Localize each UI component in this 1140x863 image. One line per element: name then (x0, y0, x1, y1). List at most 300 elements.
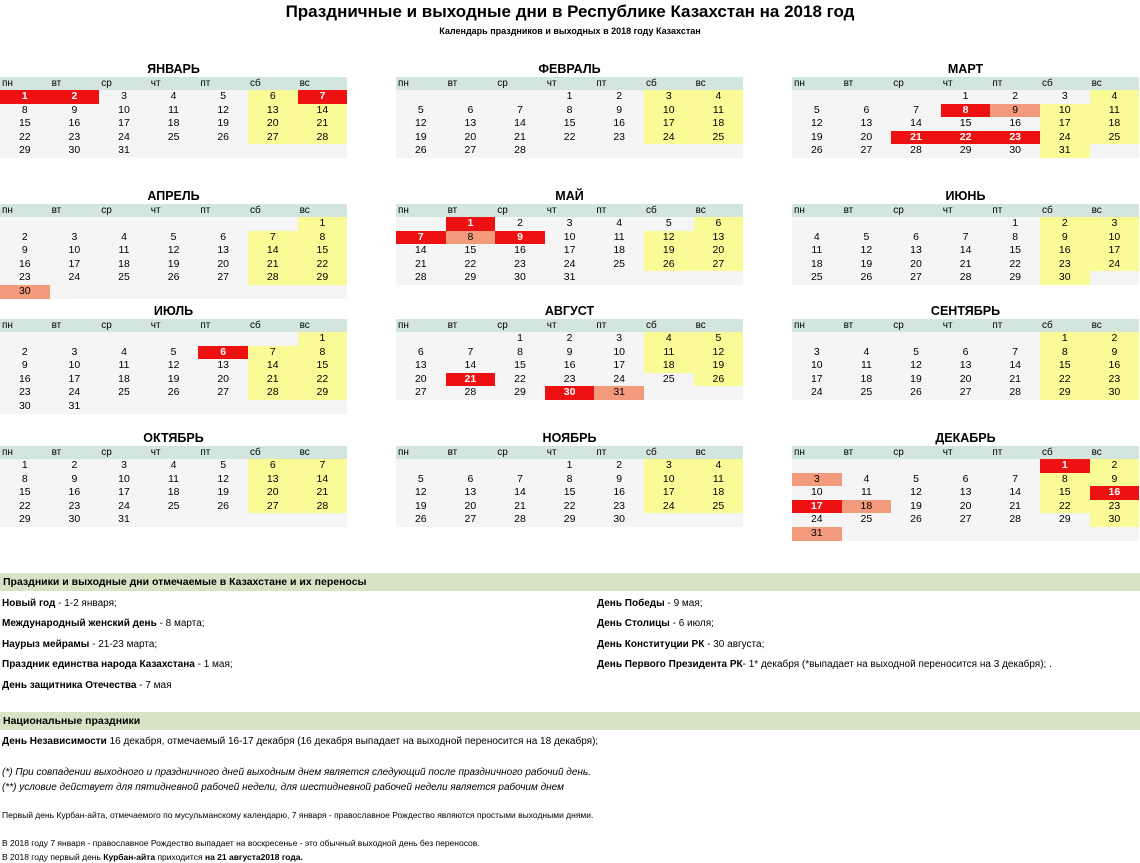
month-name: МАРТ (947, 62, 984, 76)
holiday-day-cell: 7 (298, 90, 348, 104)
empty-cell (842, 217, 892, 231)
day-cell: 21 (1009, 499, 1022, 512)
day-cell: 23 (563, 372, 576, 385)
day-cell: 2 (517, 217, 523, 229)
day-cell: 2 (71, 459, 78, 471)
day-cell: 5 (813, 103, 820, 116)
day-cell: 29 (959, 144, 972, 157)
note-text: приходится (155, 852, 205, 862)
empty-cell (248, 513, 298, 527)
day-cell: 29 (1009, 271, 1022, 284)
empty-cell (248, 217, 298, 231)
weekday-label: пн (2, 447, 13, 458)
weekday-label: сб (249, 447, 261, 458)
day-cell: 26 (167, 386, 180, 399)
day-cell: 2 (1012, 90, 1019, 102)
day-cell: 14 (910, 117, 922, 130)
weekday-label: вс (299, 78, 310, 89)
weekend-day-cell: 23 (1090, 373, 1140, 387)
day-cell: 31 (68, 399, 81, 412)
month-calendar (0, 304, 347, 414)
day-cell: 4 (863, 472, 870, 485)
weekday-label: сб (645, 320, 657, 331)
weekday-header (0, 204, 347, 217)
weekend-day-cell: 6 (694, 217, 744, 231)
day-cell: 1 (566, 459, 573, 471)
day-cell: 13 (959, 359, 972, 372)
weekend-day-cell: 22 (298, 258, 348, 272)
day-cell: 15 (18, 486, 31, 499)
empty-cell (99, 400, 149, 414)
holiday-date: - 21-23 марта; (89, 639, 158, 650)
note-kurban-date (2, 852, 303, 862)
day-cell: 20 (910, 257, 922, 270)
weekend-day-cell: 28 (248, 386, 298, 400)
day-cell: 17 (810, 372, 823, 385)
day-cell: 14 (1009, 486, 1022, 499)
day-cell: 19 (217, 117, 230, 130)
weekend-day-cell: 11 (644, 346, 694, 360)
empty-cell (248, 332, 298, 346)
holiday-day-cell: 21 (446, 373, 496, 387)
day-cell: 12 (167, 359, 180, 372)
holiday-name: День Первого Президента РК (597, 659, 743, 670)
month-name: АПРЕЛЬ (147, 189, 200, 203)
weekday-label: пн (398, 447, 409, 458)
holiday-line (2, 618, 205, 629)
day-cell: 15 (563, 117, 576, 130)
day-cell: 10 (68, 359, 81, 372)
transfer-day-cell: 31 (594, 386, 644, 400)
day-cell: 15 (1009, 244, 1022, 257)
empty-cell (149, 513, 199, 527)
empty-cell (149, 400, 199, 414)
empty-cell (298, 513, 348, 527)
empty-cell (694, 144, 744, 158)
empty-cell (694, 271, 744, 285)
day-cell: 4 (170, 459, 177, 471)
days-grid (396, 217, 743, 285)
weekday-label: чт (546, 205, 557, 216)
empty-cell (198, 332, 248, 346)
weekend-day-cell: 30 (1090, 386, 1140, 400)
days-grid (396, 90, 743, 158)
day-cell: 6 (467, 103, 474, 116)
weekend-day-cell: 28 (298, 131, 348, 145)
days-grid (396, 459, 743, 527)
day-cell: 20 (860, 130, 873, 143)
weekday-label: сб (1041, 447, 1053, 458)
weekend-day-cell: 8 (1040, 473, 1090, 487)
day-cell: 14 (464, 359, 477, 372)
day-cell: 17 (613, 359, 626, 372)
weekday-label: вс (695, 320, 706, 331)
day-cell: 1 (1012, 217, 1019, 229)
weekend-day-cell: 2 (1090, 459, 1140, 473)
day-cell: 28 (910, 144, 922, 157)
day-cell: 23 (613, 499, 626, 512)
empty-cell (0, 217, 50, 231)
day-cell: 6 (913, 230, 919, 243)
day-cell: 28 (1009, 386, 1022, 399)
weekday-label: вс (1091, 320, 1102, 331)
holiday-line (597, 618, 714, 629)
day-cell: 25 (167, 130, 180, 143)
empty-cell (198, 513, 248, 527)
day-cell: 26 (414, 144, 427, 157)
weekday-label: чт (150, 205, 161, 216)
holiday-line (2, 639, 157, 650)
weekday-label: пт (596, 205, 607, 216)
weekend-day-cell: 18 (694, 117, 744, 131)
day-cell: 3 (121, 459, 127, 471)
weekend-day-cell: 27 (248, 500, 298, 514)
weekend-day-cell: 23 (1090, 500, 1140, 514)
weekend-day-cell: 21 (298, 117, 348, 131)
weekend-day-cell: 11 (694, 473, 744, 487)
day-cell: 19 (910, 372, 922, 385)
day-cell: 11 (860, 486, 872, 499)
weekday-label: ср (101, 447, 112, 458)
day-cell: 18 (810, 257, 823, 270)
weekday-label: пт (200, 447, 211, 458)
day-cell: 8 (1012, 230, 1019, 243)
weekend-day-cell: 31 (1040, 144, 1090, 158)
day-cell: 20 (464, 499, 477, 512)
empty-cell (396, 90, 446, 104)
weekend-day-cell: 17 (1090, 244, 1140, 258)
weekday-label: вс (695, 447, 706, 458)
weekend-day-cell: 30 (1040, 271, 1090, 285)
transfer-day-cell: 30 (0, 285, 50, 299)
day-cell: 28 (464, 386, 477, 399)
day-cell: 2 (21, 345, 28, 358)
day-cell: 9 (566, 345, 573, 358)
day-cell: 25 (662, 372, 675, 385)
weekend-day-cell: 23 (1040, 258, 1090, 272)
day-cell: 13 (414, 359, 427, 372)
days-grid (792, 332, 1139, 400)
day-cell: 25 (118, 386, 130, 399)
weekend-day-cell: 21 (248, 258, 298, 272)
day-cell: 10 (810, 359, 823, 372)
day-cell: 20 (959, 372, 972, 385)
weekend-day-cell: 20 (248, 486, 298, 500)
days-grid (0, 459, 347, 527)
weekday-label: вт (51, 320, 62, 331)
empty-cell (941, 459, 991, 473)
weekday-label: ср (893, 320, 904, 331)
empty-cell (891, 90, 941, 104)
day-cell: 2 (616, 90, 623, 102)
day-cell: 7 (1012, 472, 1019, 485)
day-cell: 30 (18, 399, 31, 412)
day-cell: 22 (563, 130, 576, 143)
day-cell: 30 (68, 144, 81, 157)
day-cell: 5 (220, 459, 227, 471)
empty-cell (396, 217, 446, 231)
day-cell: 11 (118, 359, 130, 372)
footnote-1: (*) При совпадении выходного и праздничного дней выходным днем является следующий после праздничного рабочий день. (2, 767, 591, 778)
weekday-label: вт (843, 447, 854, 458)
weekend-day-cell: 9 (1090, 473, 1140, 487)
day-cell: 1 (962, 90, 969, 102)
holiday-day-cell: 1 (446, 217, 496, 231)
day-cell: 18 (118, 257, 130, 270)
weekend-day-cell: 4 (1090, 90, 1140, 104)
empty-cell (198, 285, 248, 299)
weekday-header (0, 77, 347, 90)
day-cell: 15 (563, 486, 576, 499)
weekend-day-cell: 12 (694, 346, 744, 360)
month-name: СЕНТЯБРЬ (930, 304, 1001, 318)
weekday-label: вт (447, 447, 458, 458)
weekend-day-cell: 18 (694, 486, 744, 500)
day-cell: 28 (1009, 513, 1022, 526)
weekday-label: пт (200, 78, 211, 89)
weekday-label: сб (249, 78, 261, 89)
weekday-label: чт (150, 78, 161, 89)
weekday-label: сб (249, 320, 261, 331)
day-cell: 31 (118, 513, 130, 526)
day-cell: 30 (68, 513, 81, 526)
weekend-day-cell: 26 (644, 258, 694, 272)
weekday-label: ср (497, 320, 508, 331)
day-cell: 9 (71, 472, 78, 485)
day-cell: 4 (121, 230, 127, 243)
holiday-line (597, 659, 1052, 670)
empty-cell (891, 459, 941, 473)
day-cell: 12 (860, 244, 873, 257)
day-cell: 7 (517, 103, 523, 116)
day-cell: 13 (860, 117, 873, 130)
day-cell: 24 (118, 499, 130, 512)
empty-cell (149, 144, 199, 158)
transfer-day-cell: 31 (792, 527, 842, 541)
weekday-label: сб (645, 447, 657, 458)
weekday-label: вт (51, 78, 62, 89)
day-cell: 21 (514, 499, 526, 512)
day-cell: 7 (467, 345, 474, 358)
day-cell: 18 (118, 372, 130, 385)
day-cell: 14 (514, 117, 526, 130)
day-cell: 6 (417, 345, 424, 358)
weekend-day-cell: 8 (298, 231, 348, 245)
holiday-name: День Столицы (597, 618, 670, 629)
day-cell: 26 (860, 271, 873, 284)
day-cell: 15 (18, 117, 31, 130)
day-cell: 22 (1009, 257, 1022, 270)
day-cell: 3 (616, 332, 623, 344)
weekend-day-cell: 27 (248, 131, 298, 145)
transfer-day-cell: 18 (842, 500, 892, 514)
weekday-header (0, 446, 347, 459)
day-cell: 23 (514, 257, 526, 270)
day-cell: 27 (959, 386, 972, 399)
empty-cell (446, 90, 496, 104)
holiday-day-cell: 1 (1040, 459, 1090, 473)
weekday-label: пт (992, 320, 1003, 331)
empty-cell (792, 217, 842, 231)
day-cell: 3 (71, 345, 78, 358)
weekday-label: вт (447, 205, 458, 216)
holiday-day-cell: 7 (396, 231, 446, 245)
weekend-day-cell: 21 (248, 373, 298, 387)
weekday-label: пт (596, 447, 607, 458)
day-cell: 13 (910, 244, 922, 257)
day-cell: 25 (860, 386, 873, 399)
empty-cell (50, 285, 100, 299)
day-cell: 27 (217, 386, 230, 399)
day-cell: 29 (18, 513, 31, 526)
day-cell: 19 (414, 130, 427, 143)
footnote-2: (**) условие действует для пятидневной рабочей недели, для шестидневной рабочей недели является рабочим днем (2, 782, 564, 793)
weekday-label: вт (447, 78, 458, 89)
weekday-label: ср (101, 205, 112, 216)
month-calendar (396, 304, 743, 400)
empty-cell (298, 400, 348, 414)
empty-cell (248, 400, 298, 414)
empty-cell (1040, 527, 1090, 541)
weekday-label: пт (596, 320, 607, 331)
weekday-label: сб (645, 78, 657, 89)
holiday-name: Праздник единства народа Казахстана (2, 659, 195, 670)
weekend-day-cell: 29 (298, 386, 348, 400)
empty-cell (149, 332, 199, 346)
weekend-day-cell: 7 (298, 459, 348, 473)
holiday-day-cell: 16 (1090, 486, 1140, 500)
transfer-day-cell: 3 (792, 473, 842, 487)
day-cell: 20 (414, 372, 427, 385)
weekday-label: пн (794, 78, 805, 89)
weekday-label: вс (695, 205, 706, 216)
month-calendar (792, 189, 1139, 285)
day-cell: 23 (68, 130, 81, 143)
holiday-day-cell: 2 (50, 90, 100, 104)
day-cell: 15 (959, 117, 972, 130)
day-cell: 22 (18, 499, 31, 512)
day-cell: 18 (167, 486, 180, 499)
empty-cell (644, 386, 694, 400)
day-cell: 30 (1009, 144, 1022, 157)
weekday-label: вс (1091, 205, 1102, 216)
weekday-label: чт (942, 205, 953, 216)
weekend-day-cell: 17 (644, 486, 694, 500)
holiday-date: - 6 июля; (669, 618, 714, 629)
note-bold: Курбан-айта (103, 852, 156, 862)
weekend-day-cell: 24 (1040, 131, 1090, 145)
weekend-day-cell: 5 (694, 332, 744, 346)
transfer-day-cell: 9 (990, 104, 1040, 118)
empty-cell (149, 217, 199, 231)
holiday-line (2, 598, 117, 609)
day-cell: 26 (217, 499, 230, 512)
empty-cell (891, 332, 941, 346)
holiday-day-cell: 17 (792, 500, 842, 514)
day-cell: 24 (563, 257, 576, 270)
day-cell: 27 (959, 513, 972, 526)
day-cell: 14 (1009, 359, 1022, 372)
empty-cell (298, 144, 348, 158)
day-cell: 5 (913, 345, 919, 358)
weekend-day-cell: 6 (248, 90, 298, 104)
empty-cell (545, 144, 595, 158)
weekend-day-cell: 1 (298, 332, 348, 346)
holiday-day-cell: 23 (990, 131, 1040, 145)
empty-cell (941, 217, 991, 231)
weekday-label: чт (546, 320, 557, 331)
empty-cell (446, 332, 496, 346)
empty-cell (396, 332, 446, 346)
day-cell: 27 (860, 144, 873, 157)
empty-cell (50, 217, 100, 231)
weekday-header (792, 319, 1139, 332)
holiday-date: - 1-2 января; (55, 598, 117, 609)
empty-cell (644, 271, 694, 285)
month-calendar (396, 431, 743, 527)
weekend-day-cell: 18 (644, 359, 694, 373)
day-cell: 19 (217, 486, 230, 499)
weekday-label: пн (2, 320, 13, 331)
day-cell: 23 (68, 499, 81, 512)
day-cell: 24 (810, 386, 823, 399)
weekday-label: сб (645, 205, 657, 216)
day-cell: 26 (910, 386, 922, 399)
day-cell: 12 (217, 103, 230, 116)
day-cell: 18 (167, 117, 180, 130)
empty-cell (842, 527, 892, 541)
day-cell: 4 (616, 217, 623, 229)
day-cell: 28 (514, 513, 526, 526)
day-cell: 26 (910, 513, 922, 526)
empty-cell (446, 459, 496, 473)
note-bold: на 21 августа2018 года. (204, 852, 303, 862)
weekday-label: чт (942, 320, 953, 331)
empty-cell (198, 217, 248, 231)
day-cell: 5 (913, 472, 919, 485)
holiday-date: - 1 мая; (194, 659, 233, 670)
day-cell: 22 (563, 499, 576, 512)
weekday-label: пн (794, 205, 805, 216)
day-cell: 15 (464, 244, 477, 257)
weekday-header (792, 204, 1139, 217)
weekend-day-cell: 16 (1040, 244, 1090, 258)
day-cell: 29 (514, 386, 526, 399)
empty-cell (891, 217, 941, 231)
day-cell: 23 (613, 130, 626, 143)
day-cell: 12 (910, 359, 922, 372)
weekend-day-cell: 7 (248, 346, 298, 360)
weekend-day-cell: 30 (1090, 513, 1140, 527)
day-cell: 26 (414, 513, 427, 526)
weekend-day-cell: 27 (694, 258, 744, 272)
day-cell: 5 (220, 90, 227, 102)
empty-cell (0, 332, 50, 346)
weekend-day-cell: 10 (644, 104, 694, 118)
weekday-label: сб (1041, 205, 1053, 216)
day-cell: 3 (71, 230, 78, 243)
empty-cell (1090, 144, 1140, 158)
day-cell: 8 (21, 472, 28, 485)
empty-cell (396, 459, 446, 473)
day-cell: 10 (118, 472, 130, 485)
day-cell: 12 (414, 117, 427, 130)
day-cell: 8 (517, 345, 523, 358)
day-cell: 25 (613, 257, 626, 270)
weekend-day-cell: 4 (694, 459, 744, 473)
empty-cell (941, 527, 991, 541)
weekday-label: вс (299, 320, 310, 331)
